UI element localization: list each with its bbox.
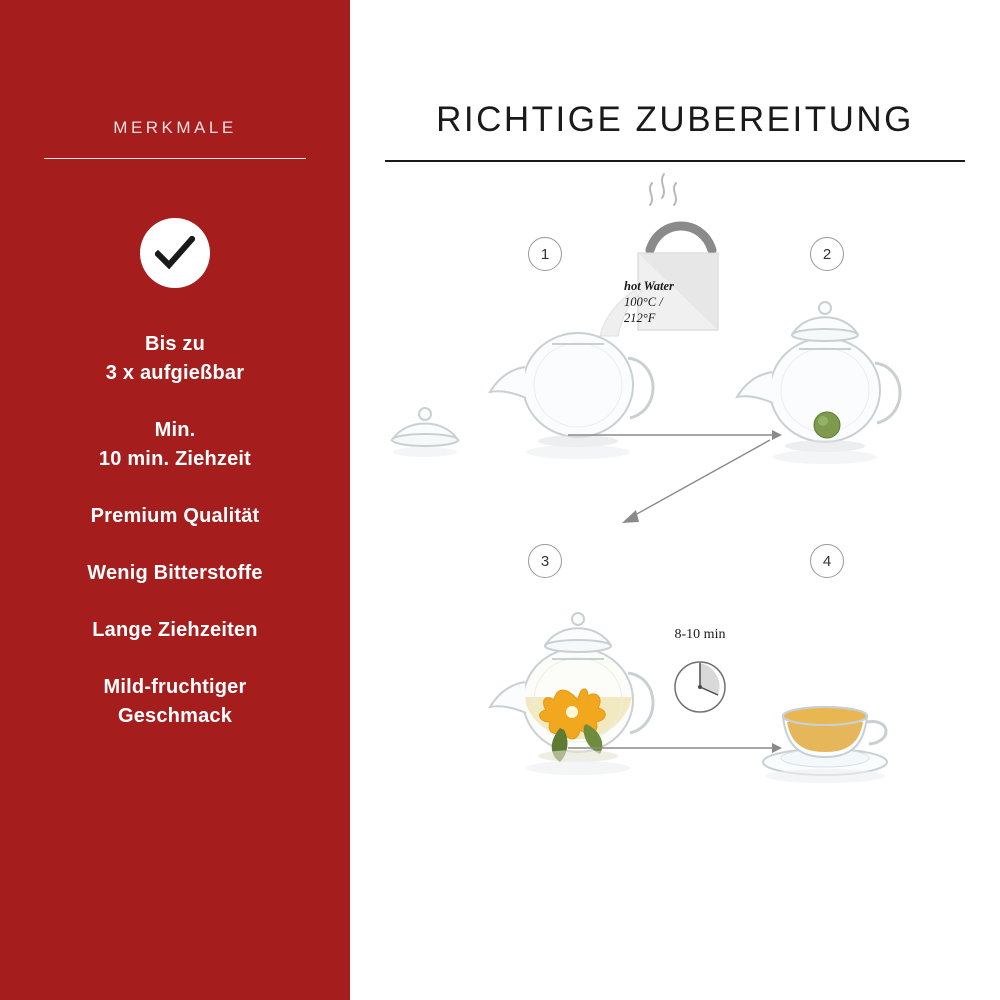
step2-teapot-illustration <box>737 302 900 464</box>
preparation-panel <box>350 0 1000 1000</box>
steeping-time-label: 8-10 min <box>674 627 726 642</box>
feature-line-1: Mild-fruchtiger <box>103 676 247 698</box>
features-sidebar <box>0 0 350 1000</box>
hot-water-line-1: hot Water <box>624 279 674 293</box>
flow-arrow-2-to-3 <box>622 440 770 523</box>
feature-line-1: Bis zu <box>144 333 206 355</box>
step3-teapot-illustration <box>490 613 653 775</box>
step-number-4: 4 <box>810 544 844 578</box>
hot-water-line-2: 100°C / <box>624 295 663 309</box>
feature-line-1: Premium Qualität <box>90 505 260 527</box>
list-item <box>0 616 350 645</box>
feature-line-2: 10 min. Ziehzeit <box>98 448 252 470</box>
list-item <box>0 330 350 388</box>
list-item <box>0 416 350 474</box>
hot-water-label <box>624 278 708 326</box>
step-number-1: 1 <box>528 237 562 271</box>
step4-teacup-illustration <box>763 707 887 783</box>
hot-water-line-3: 212°F <box>624 311 656 325</box>
feature-line-2: 3 x aufgießbar <box>105 362 245 384</box>
feature-line-1: Wenig Bitterstoffe <box>87 562 263 584</box>
list-item <box>0 502 350 531</box>
preparation-illustration <box>350 0 1000 1000</box>
step-number-2: 2 <box>810 237 844 271</box>
sidebar-divider <box>44 158 306 159</box>
sidebar-heading: MERKMALE <box>113 118 237 137</box>
timer-clock-icon <box>675 662 725 712</box>
feature-line-1: Min. <box>154 419 196 441</box>
list-item <box>0 559 350 588</box>
feature-line-2: Geschmack <box>117 705 233 727</box>
list-item <box>0 673 350 731</box>
checkmark-icon <box>140 218 210 288</box>
step-number-3: 3 <box>528 544 562 578</box>
feature-line-1: Lange Ziehzeiten <box>92 619 258 641</box>
page-title: RICHTIGE ZUBEREITUNG <box>436 100 914 139</box>
feature-list <box>0 330 350 759</box>
